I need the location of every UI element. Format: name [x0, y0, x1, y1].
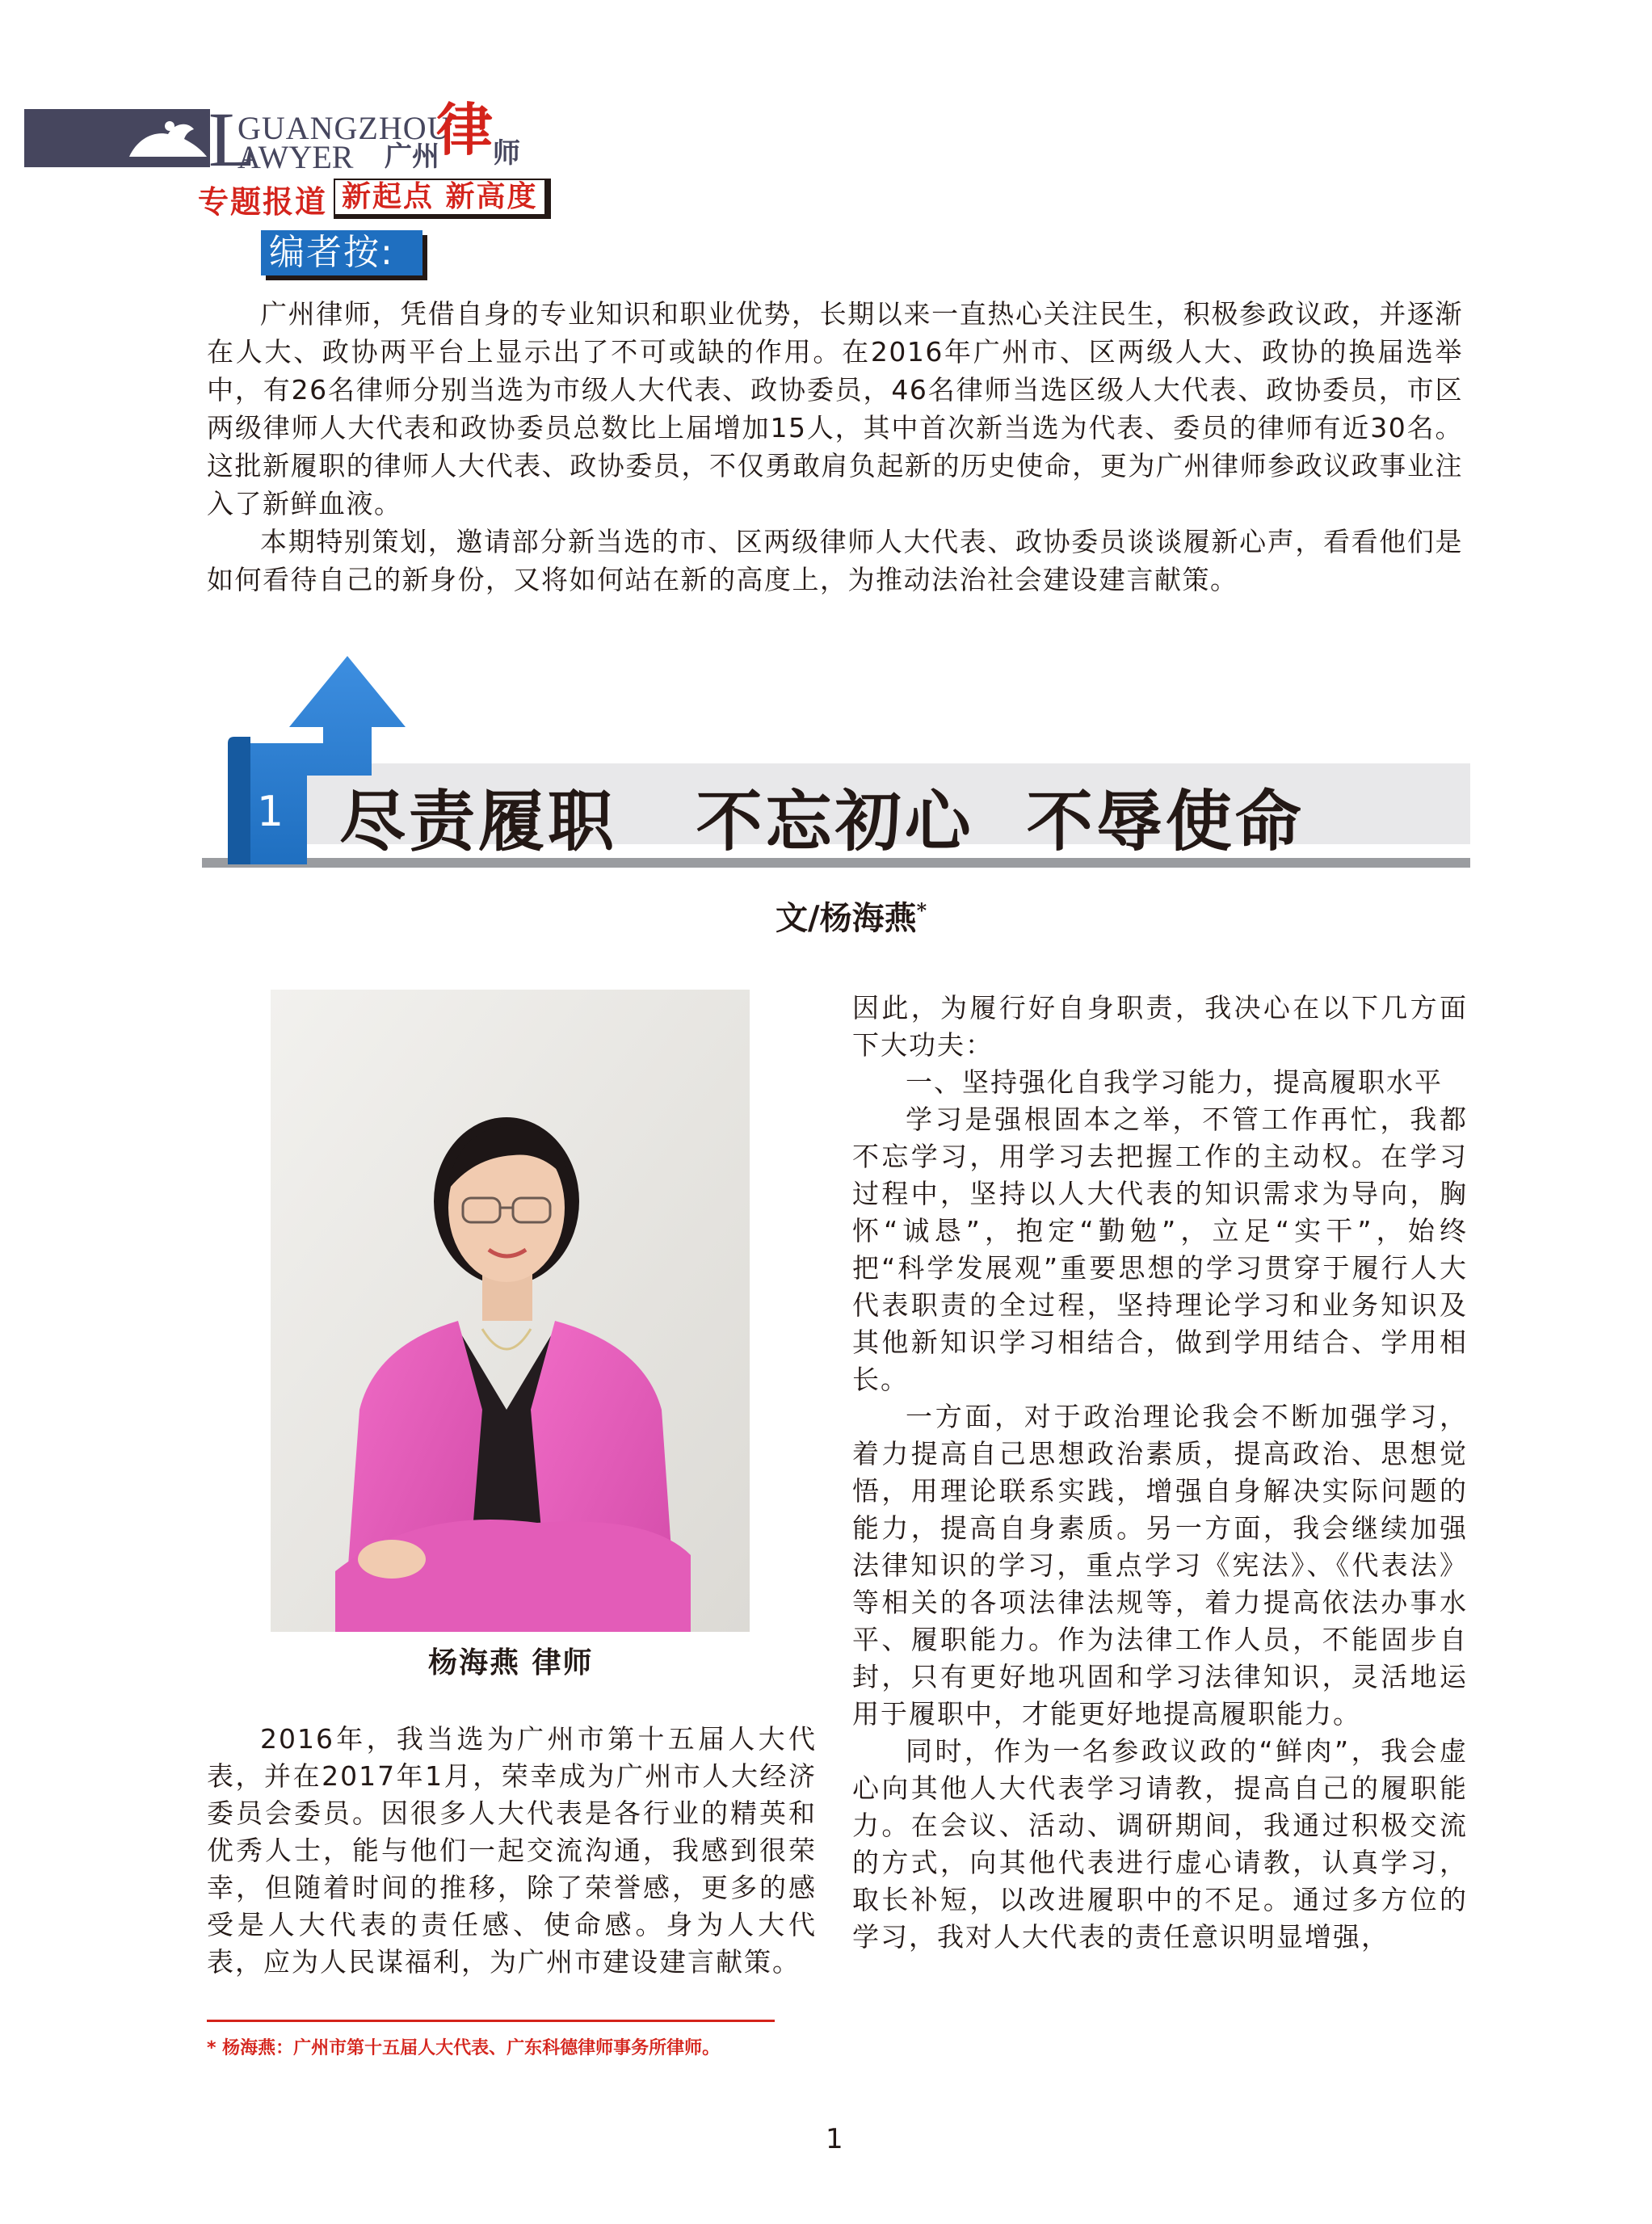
- editor-note: [207, 295, 1463, 599]
- logo-letter: L: [208, 96, 256, 183]
- article-paragraph: 因此，为履行好自身职责，我决心在以下几方面下大功夫：: [852, 992, 1468, 1061]
- article-title: 尽责履职 不忘初心 不辱使命: [339, 784, 1305, 860]
- intro-paragraph: 广州律师，凭借自身的专业知识和职业优势，长期以来一直热心关注民生，积极参政议政，并逐渐在人大、政协两平台上显示出了不可或缺的作用。在2016年广州市、区两级人大、政协的换届选举中，有26名律师分别当选为市级人大代表、政协委员，46名律师当选区级人大代表、政协委员，市区两级律师人大代表和政协委员总数比上届增加15人，其中首次新当选为代表、委员的律师有近30名。这批新履职的律师人大代表、政协委员，不仅勇敢肩负起新的历史使命，更为广州律师参政议政事业注入了新鲜血液。: [207, 298, 1463, 519]
- logo-zh-small: 广州: [385, 142, 439, 172]
- intro-paragraph: 本期特别策划，邀请部分新当选的市、区两级律师人大代表、政协委员谈谈履新心声，看看他们是如何看待自己的新身份，又将如何站在新的高度上，为推动法治社会建设建言献策。: [207, 526, 1463, 595]
- footnote: * 杨海燕：广州市第十五届人大代表、广东科德律师事务所律师。: [207, 2038, 721, 2058]
- logo-top-text: GUANGZHOU: [238, 110, 452, 146]
- article-paragraph: 2016年，我当选为广州市第十五届人大代表，并在2017年1月，荣幸成为广州市人大经济委员会委员。因很多人大代表是各行业的精英和优秀人士，能与他们一起交流沟通，我感到很荣幸，但随着时间的推移，除了荣誉感，更多的感受是人大代表的责任感、使命感。身为人大代表，应为人民谋福利，为广州市建设建言献策。: [207, 1723, 817, 1978]
- byline-author: 文/杨海燕: [776, 899, 917, 937]
- editor-note-label: 编者按:: [261, 230, 422, 275]
- section-tag-label: 专题报道: [198, 183, 328, 220]
- logo-zh-big2: 师: [493, 139, 520, 169]
- footnote-divider: [207, 2020, 775, 2022]
- logo-zh-big: 律: [436, 96, 493, 163]
- article-right-column: [852, 990, 1468, 1956]
- byline: [776, 893, 927, 939]
- article-paragraph: 学习是强根固本之举，不管工作再忙，我都不忘学习，用学习去把握工作的主动权。在学习过程中，坚持以人大代表的知识需求为导向，胸怀“诚恳”，抱定“勤勉”，立足“实干”，始终把“科学发展观”重要思想的学习贯穿于履行人大代表职责的全过程，坚持理论学习和业务知识及其他新知识学习相结合，做到学用结合、学用相长。: [852, 1104, 1468, 1395]
- article-left-column: [207, 1721, 817, 1981]
- section-subtitle: 新起点 新高度: [334, 179, 551, 219]
- article-number: 1: [257, 788, 284, 836]
- byline-footnote-mark: *: [916, 898, 927, 923]
- section-tag: [198, 179, 551, 218]
- logo-bottom-text: AWYER: [238, 139, 354, 175]
- bird-logo-icon: [121, 115, 210, 162]
- author-photo: [271, 990, 750, 1632]
- article-paragraph: 同时，作为一名参政议政的“鲜肉”，我会虚心向其他人大代表学习请教，提高自己的履职能力。在会议、活动、调研期间，我通过积极交流的方式，向其他代表进行虚心请教，认真学习，取长补短，以改进履职中的不足。通过多方位的学习，我对人大代表的责任意识明显增强，: [852, 1735, 1468, 1953]
- page-number: 1: [826, 2123, 843, 2155]
- article-paragraph: 一方面，对于政治理论我会不断加强学习，着力提高自己思想政治素质，提高政治、思想觉悟，用理论联系实践，增强自身解决实际问题的能力，提高自身素质。另一方面，我会继续加强法律知识的学习，重点学习《宪法》、《代表法》等相关的各项法律法规等，着力提高依法办事水平、履职能力。作为法律工作人员，不能固步自封，只有更好地巩固和学习法律知识，灵活地运用于履职中，才能更好地提高履职能力。: [852, 1401, 1468, 1730]
- magazine-logo: [208, 96, 520, 183]
- photo-caption: 杨海燕 律师: [428, 1646, 594, 1680]
- article-subheading: 一、坚持强化自我学习能力，提高履职水平: [906, 1066, 1443, 1098]
